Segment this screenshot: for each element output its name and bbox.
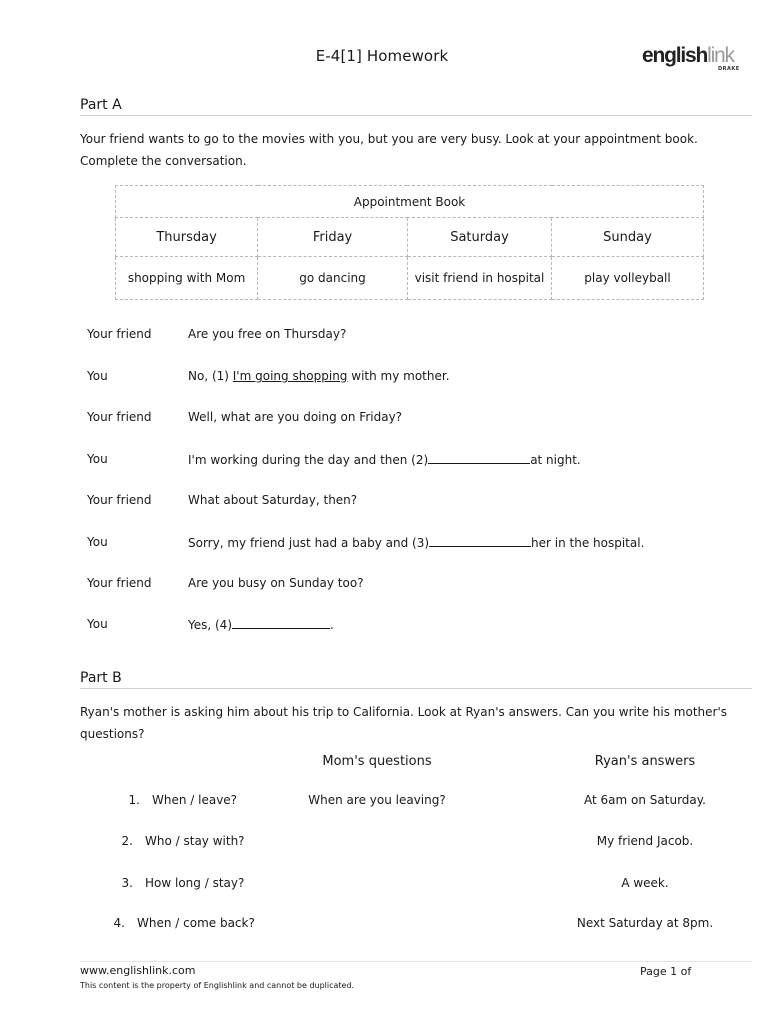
line-text: Yes, (4) [188,618,232,632]
ryan-answer: A week. [621,876,669,890]
item-number: 3. [121,876,133,890]
englishlink-logo [642,44,742,74]
day-header: Thursday [116,218,258,257]
speaker-label: You [87,535,108,549]
footer-rule [80,961,752,962]
answer-blank[interactable] [428,452,530,464]
dialogue-line [188,576,364,590]
day-header: Saturday [407,218,551,257]
logo-word-link: link [707,44,734,67]
dialogue-line [188,369,450,383]
page-indicator [640,965,740,978]
line-text: Well, what are you doing on Friday? [188,410,403,424]
example-answer: I'm going shopping [232,369,348,383]
line-text: . [330,618,334,632]
speaker-label: You [87,617,108,631]
line-text: No, (1) [188,369,233,383]
part-a-heading: Part A [80,97,122,113]
part-b-heading: Part B [80,670,122,686]
day-header: Friday [258,218,408,257]
part-b-instructions: Ryan's mother is asking him about his trip to California. Look at Ryan's answers. Can you write his mother's questions? [80,705,728,741]
dialogue-line [188,410,402,424]
speaker-label: Your friend [87,410,152,424]
part-a-rule [80,115,752,116]
item-prompt: Who / stay with? [145,834,245,848]
line-text: her in the hospital. [531,536,645,550]
logo-word-english: english [642,44,708,67]
moms-questions-header: Mom's questions [322,754,432,769]
ryans-answers-header: Ryan's answers [594,754,696,769]
dialogue-line [188,617,334,632]
item-prompt: When / come back? [137,916,255,930]
dialogue-line [188,327,346,341]
activity-cell: visit friend in hospital [407,257,551,300]
page-label: Page [640,965,671,978]
item-number: 1. [128,793,140,807]
speaker-label: Your friend [87,576,152,590]
footer-url[interactable]: www.englishlink.com [80,964,196,977]
ryan-answer: At 6am on Saturday. [584,793,706,807]
activity-cell: play volleyball [552,257,704,300]
item-prompt: When / leave? [152,793,238,807]
logo-sub: DRAKE [718,66,740,72]
line-text: with my mother. [347,369,450,383]
line-text: I'm working during the day and then (2) [188,453,429,467]
speaker-label: You [87,369,108,383]
page-title: E-4[1] Homework [315,47,449,65]
page-of: of [677,965,692,978]
activity-cell: shopping with Mom [116,257,258,300]
appointment-book-caption: Appointment Book [116,186,704,218]
line-text: Are you free on Thursday? [188,327,347,341]
dialogue-line [188,535,644,550]
item-number: 2. [121,834,133,848]
part-b-rule [80,688,752,689]
dialogue-line [188,452,581,467]
dialogue-line [188,493,357,507]
item-number: 4. [113,916,125,930]
speaker-label: You [87,452,108,466]
part-a-instructions: Your friend wants to go to the movies with you, but you are very busy. Look at your appointment book. Complete the conversation. [80,132,698,168]
ryan-answer: Next Saturday at 8pm. [576,916,714,930]
line-text: What about Saturday, then? [188,493,358,507]
appointment-book-table [115,185,704,300]
item-prompt: How long / stay? [145,876,245,890]
answer-blank[interactable] [429,535,531,547]
line-text: Sorry, my friend just had a baby and (3) [188,536,430,550]
answer-blank[interactable] [232,617,330,629]
speaker-label: Your friend [87,327,152,341]
mom-question: When are you leaving? [308,793,446,807]
day-header: Sunday [552,218,704,257]
speaker-label: Your friend [87,493,152,507]
line-text: at night. [530,453,581,467]
line-text: Are you busy on Sunday too? [188,576,364,590]
footer-copyright: This content is the property of Englishlink and cannot be duplicated. [80,981,355,990]
page-number: 1 [670,965,678,978]
activity-cell: go dancing [258,257,408,300]
ryan-answer: My friend Jacob. [596,834,694,848]
